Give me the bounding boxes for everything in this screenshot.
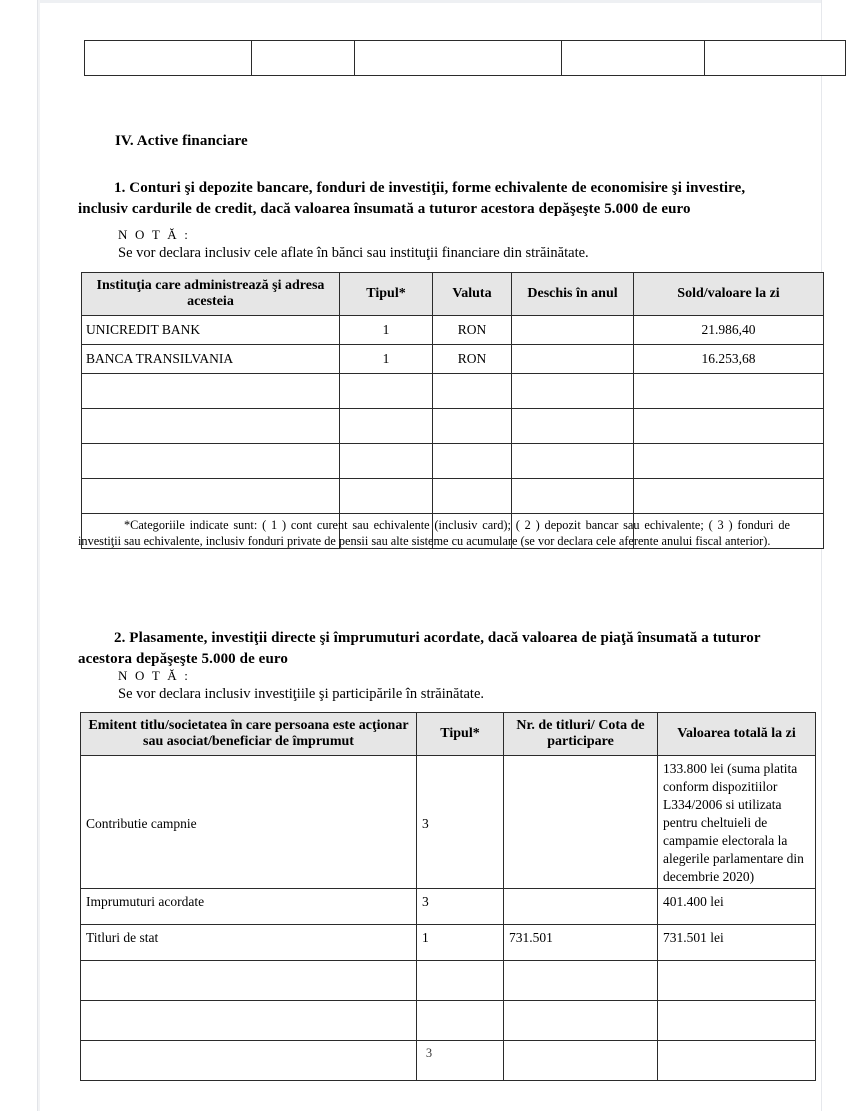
section-1-heading: 1. Conturi şi depozite bancare, fonduri de investiţii, forme echivalente de economisire şi investire, inclusiv cardurile de credit, dacă valoarea însumată a tuturor acestora depăşeşte 5.000 de euro [78, 180, 746, 218]
section-1-note [118, 227, 589, 263]
cell-valuta [433, 479, 512, 514]
page-edge-right [821, 0, 822, 1111]
page-title: IV. Active financiare [115, 133, 248, 149]
cell-deschis [512, 479, 634, 514]
cell-valuta [433, 374, 512, 409]
cell-tipul [340, 444, 433, 479]
table-row [81, 1000, 816, 1040]
cell-tipul: 1 [340, 345, 433, 374]
table-header-row [81, 713, 816, 756]
table-cell [355, 41, 562, 76]
cell-deschis [512, 409, 634, 444]
cell-tipul [340, 409, 433, 444]
column-header-tipul: Tipul* [417, 713, 504, 756]
note-label: N O T Ă : [118, 227, 191, 242]
cell-deschis [512, 374, 634, 409]
column-header-nr-titluri: Nr. de titluri/ Cota de participare [504, 713, 658, 756]
table-header-row [82, 273, 824, 316]
cell-institutie: BANCA TRANSILVANIA [82, 345, 340, 374]
cell-institutie [82, 409, 340, 444]
cell-sold: 16.253,68 [634, 345, 824, 374]
cell-nr-titluri [504, 1000, 658, 1040]
cell-tipul: 1 [340, 316, 433, 345]
cell-tipul [340, 479, 433, 514]
cell-institutie [82, 374, 340, 409]
cell-valoare [658, 1000, 816, 1040]
table-row [82, 409, 824, 444]
cell-institutie [82, 444, 340, 479]
cell-valoare [658, 960, 816, 1000]
page-number: 3 [425, 1046, 433, 1060]
cell-emitent: Contributie campnie [81, 756, 417, 889]
table-row [82, 374, 824, 409]
table-cell [252, 41, 355, 76]
table-row [82, 345, 824, 374]
note-text: Se vor declara inclusiv cele aflate în bănci sau instituţii financiare din străinătate. [118, 244, 589, 261]
table-row [82, 444, 824, 479]
cell-nr-titluri: 731.501 [504, 924, 658, 960]
table-row [81, 924, 816, 960]
cell-deschis [512, 444, 634, 479]
table-cell [562, 41, 705, 76]
column-header-institutie: Instituţia care administrează şi adresa acesteia [82, 273, 340, 316]
cell-valoare: 401.400 lei [658, 888, 816, 924]
column-header-valoare: Valoarea totală la zi [658, 713, 816, 756]
cell-nr-titluri [504, 888, 658, 924]
cell-tipul: 3 [417, 888, 504, 924]
cell-sold [634, 444, 824, 479]
cell-sold [634, 479, 824, 514]
section-1-footnote: *Categoriile indicate sunt: ( 1 ) cont curent sau echivalente (inclusiv card); ( 2 ) depozit bancar sau echivalente; ( 3 ) fonduri de investiţii sau echivalente, inclusiv fonduri private de pensii sau alte sisteme cu acumulare (se vor declara cele aferente anului fiscal anterior). [78, 518, 790, 548]
cell-nr-titluri [504, 960, 658, 1000]
placements-table [80, 712, 816, 1081]
table-row [82, 479, 824, 514]
column-header-valuta: Valuta [433, 273, 512, 316]
table-row [82, 316, 824, 345]
cell-emitent: Titluri de stat [81, 924, 417, 960]
cell-valoare: 731.501 lei [658, 924, 816, 960]
cell-valuta: RON [433, 316, 512, 345]
cell-nr-titluri [504, 756, 658, 889]
cell-sold: 21.986,40 [634, 316, 824, 345]
table-cell [705, 41, 846, 76]
table-row [81, 888, 816, 924]
cell-emitent [81, 960, 417, 1000]
note-label: N O T Ă : [118, 668, 191, 683]
page-edge-top [38, 0, 822, 3]
cell-sold [634, 374, 824, 409]
cell-deschis [512, 316, 634, 345]
page-edge-left-shadow [38, 0, 40, 1111]
table-row [85, 41, 846, 76]
column-header-tipul: Tipul* [340, 273, 433, 316]
section-2-note [118, 668, 484, 704]
column-header-sold: Sold/valoare la zi [634, 273, 824, 316]
cell-valoare: 133.800 lei (suma platita conform dispozitiilor L334/2006 si utilizata pentru cheltuieli de campamie electorala la alegerile parlamentare din decembrie 2020) [658, 756, 816, 889]
cell-valuta [433, 444, 512, 479]
table-row [81, 960, 816, 1000]
cell-institutie: UNICREDIT BANK [82, 316, 340, 345]
continuation-table [84, 40, 846, 76]
cell-tipul [417, 1000, 504, 1040]
note-text: Se vor declara inclusiv investiţiile şi participările în străinătate. [118, 685, 485, 702]
cell-emitent: Imprumuturi acordate [81, 888, 417, 924]
bank-accounts-table [81, 272, 824, 549]
cell-valuta: RON [433, 345, 512, 374]
cell-deschis [512, 345, 634, 374]
column-header-emitent: Emitent titlu/societatea în care persoana este acţionar sau asociat/beneficiar de împrumut [81, 713, 417, 756]
cell-institutie [82, 479, 340, 514]
cell-tipul: 3 [417, 756, 504, 889]
cell-valuta [433, 409, 512, 444]
cell-tipul [417, 960, 504, 1000]
column-header-deschis: Deschis în anul [512, 273, 634, 316]
cell-tipul [340, 374, 433, 409]
cell-emitent [81, 1000, 417, 1040]
table-cell [85, 41, 252, 76]
cell-tipul: 1 [417, 924, 504, 960]
section-2-heading: 2. Plasamente, investiţii directe şi împrumuturi acordate, dacă valoarea de piaţă însumată a tuturor acestora depăşeşte 5.000 de euro [78, 630, 761, 668]
cell-sold [634, 409, 824, 444]
table-row [81, 756, 816, 889]
